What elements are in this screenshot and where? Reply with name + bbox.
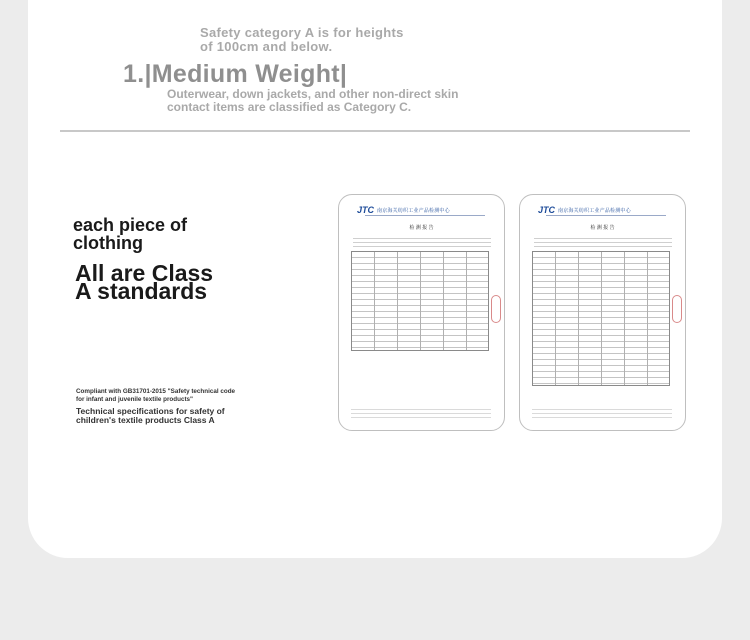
- report-meta: [534, 235, 672, 248]
- report-title: 检 测 报 告: [409, 225, 434, 231]
- outerwear-category-text: Outerwear, down jackets, and other non-direct skin contact items are classified as Category C.: [167, 87, 459, 114]
- report-title: 检 测 报 告: [590, 225, 615, 231]
- report-meta: [353, 235, 491, 248]
- report-header: [357, 205, 450, 215]
- safety-category-text: Safety category A is for heights of 100cm and below.: [200, 25, 404, 54]
- report-footer: [532, 406, 672, 420]
- report-footer: [351, 406, 491, 420]
- stamp-icon: [672, 295, 682, 323]
- test-report-image-2: [519, 194, 686, 431]
- technical-spec-text: Technical specifications for safety of children's textile products Class A: [76, 406, 225, 425]
- report-org: 南京海关纺织工业产品检测中心: [558, 207, 631, 214]
- header-rule: [546, 215, 666, 216]
- report-table: [351, 251, 489, 351]
- class-a-heading: All are Class A standards: [75, 260, 214, 304]
- report-table: [532, 251, 670, 386]
- header-rule: [365, 215, 485, 216]
- report-header: [538, 205, 631, 215]
- medium-weight-heading: 1.|Medium Weight|: [123, 60, 348, 88]
- divider: [60, 130, 690, 132]
- stamp-icon: [491, 295, 501, 323]
- compliance-text: Compliant with GB31701-2015 "Safety technical code for infant and juvenile textile products": [76, 388, 236, 403]
- test-report-image-1: [338, 194, 505, 431]
- jtc-logo: JTC: [538, 205, 556, 215]
- each-piece-text: each piece of clothing: [73, 215, 188, 253]
- report-org: 南京海关纺织工业产品检测中心: [377, 207, 450, 214]
- jtc-logo: JTC: [357, 205, 375, 215]
